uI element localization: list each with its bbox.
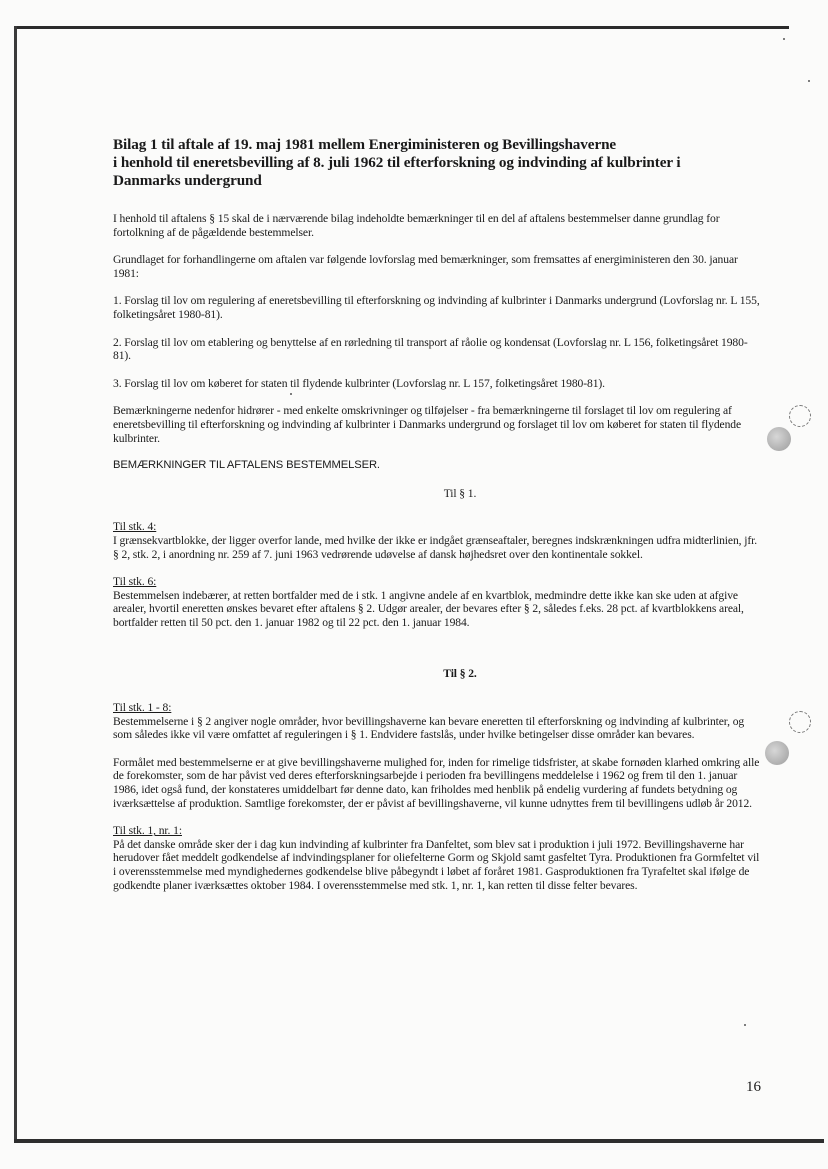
stk-1-8-block <box>113 701 765 742</box>
remarks-origin-paragraph: Bemærkningerne nedenfor hidrører - med enkelte omskrivninger og tilføjelser - fra bemærkningerne til forslaget til lov om regulering af eneretsbevilling til efterforskning og indvinding af kulbrinter i Danmarks undergrund og forslaget til lov om køberet for staten til flydende kulbrinter. <box>113 404 742 445</box>
punch-hole-icon <box>765 741 789 765</box>
scan-speck <box>783 38 785 40</box>
page-number: 16 <box>746 1079 761 1095</box>
stk-1-nr-1-label: Til stk. 1, nr. 1: <box>113 824 182 838</box>
scan-speck <box>808 80 810 82</box>
intro-paragraph: I henhold til aftalens § 15 skal de i nærværende bilag indeholdte bemærkninger til en del af aftalens bestemmelser danne grundlag for fortolkning af de pågældende bestemmelser. <box>113 212 720 239</box>
stk-6-text: Bestemmelsen indebærer, at retten bortfalder med de i stk. 1 angivne andele af en kvartblok, medmindre dette ikke kan ske uden at afgive arealer, hvortil eneretten ønskes bevaret efter aftalens § 2. Udgør arealer, der bevares efter § 2, således f.eks. 28 pct. af kvartblokkens areal, bortfalder retten til 50 pct. den 1. januar 1982 og til 22 pct. den 1. januar 1984. <box>113 588 744 629</box>
bill-item-2: 2. Forslag til lov om etablering og benyttelse af en rørledning til transport af råolie og kondensat (Lovforslag nr. L 156, folketingsåret 1980-81). <box>113 335 748 363</box>
title-line-1: Bilag 1 til aftale af 19. maj 1981 mellem Energiministeren og Bevillingshaverne <box>113 136 617 153</box>
bill-item-1: 1. Forslag til lov om regulering af eneretsbevilling til efterforskning og indvinding af kulbrinter i Danmarks undergrund (Lovforslag nr. L 155, folketingsåret 1980-81). <box>113 294 760 321</box>
intro-paragraph: Grundlaget for forhandlingerne om aftalen var følgende lovforslag med bemærkninger, som fremsattes af energiministeren den 30. januar 1981: <box>113 253 738 280</box>
punch-hole-ring-icon <box>789 711 811 733</box>
stk-1-8-label: Til stk. 1 - 8: <box>113 701 172 715</box>
stk-1-8-text: Bestemmelserne i § 2 angiver nogle områder, hvor bevillingshaverne kan bevare eneretten til efterforskning og indvinding af kulbrinter, og som således ikke vil være omfattet af reguleringen i § 1. Endvidere fastslås, under hvilke betingelser disse områder kan bevares. <box>113 714 745 742</box>
paragraph-2-heading: Til § 2. <box>443 667 477 681</box>
purpose-paragraph: Formålet med bestemmelserne er at give bevillingshaverne mulighed for, inden for rimelige tidsfrister, at skabe fornøden klarhed omkring alle de forekomster, som de har påvist ved deres efterforskningsarbejde i perioden fra bevillingens meddelelse i 1962 og frem til den 1. januar 1986, idet også fund, der konstateres umiddelbart før denne dato, kan friholdes med henblik på endelig vurdering af fundets betydning og iværksættelse af produktion. Samtlige forekomster, der er påvist af bevillingshaverne, vil kunne udnyttes frem til bevillingens udløb år 2012. <box>113 755 760 810</box>
scan-edge-top <box>14 26 789 29</box>
stk-4-text: I grænsekvartblokke, der ligger overfor lande, med hvilke der ikke er indgået grænseaftaler, beregnes indskrænkningen udfra midterlinien, jfr. § 2, stk. 2, i anordning nr. 259 af 7. juni 1963 vedrørende udøvelse af dansk højhedsret over den kontinentale sokkel. <box>113 533 758 561</box>
stk-6-label: Til stk. 6: <box>113 575 157 589</box>
spacer <box>113 643 765 667</box>
section-heading: BEMÆRKNINGER TIL AFTALENS BESTEMMELSER. <box>113 459 380 472</box>
punch-hole-ring-icon <box>789 405 811 427</box>
punch-hole-icon <box>767 427 791 451</box>
scan-edge-bottom <box>14 1139 824 1143</box>
title-line-3: Danmarks undergrund <box>113 172 262 189</box>
document-title <box>113 136 765 190</box>
bill-item-3: 3. Forslag til lov om køberet for staten til flydende kulbrinter (Lovforslag nr. L 157, folketingsåret 1980-81). <box>113 376 605 390</box>
stk-4-label: Til stk. 4: <box>113 520 157 534</box>
paragraph-1-heading: Til § 1. <box>443 486 477 500</box>
scan-speck <box>744 1024 746 1026</box>
document-body <box>113 136 765 906</box>
stk-1-nr-1-block <box>113 824 765 892</box>
scan-edge-left <box>14 26 17 1142</box>
stk-4-block <box>113 520 765 561</box>
title-line-2: i henhold til eneretsbevilling af 8. juli 1962 til efterforskning og indvinding af kulbrinter i <box>113 154 681 171</box>
stk-1-nr-1-text: På det danske område sker der i dag kun indvinding af kulbrinter fra Danfeltet, som blev sat i produktion i juli 1972. Bevillingshaverne har herudover fået meddelt godkendelse af indvindingsplaner for oliefelterne Gorm og Skjold samt gasfeltet Tyra. Produktionen fra Gormfeltet vil i overensstemmelse med myndighedernes godkendelse blive påbegyndt i løbet af foråret 1981. Gasproduktionen fra Tyrafeltet skal ifølge de godkendte planer iværksættes oktober 1984. I overensstemmelse med stk. 1, nr. 1, kan retten til disse felter bevares. <box>113 837 760 892</box>
stk-6-block <box>113 575 765 629</box>
